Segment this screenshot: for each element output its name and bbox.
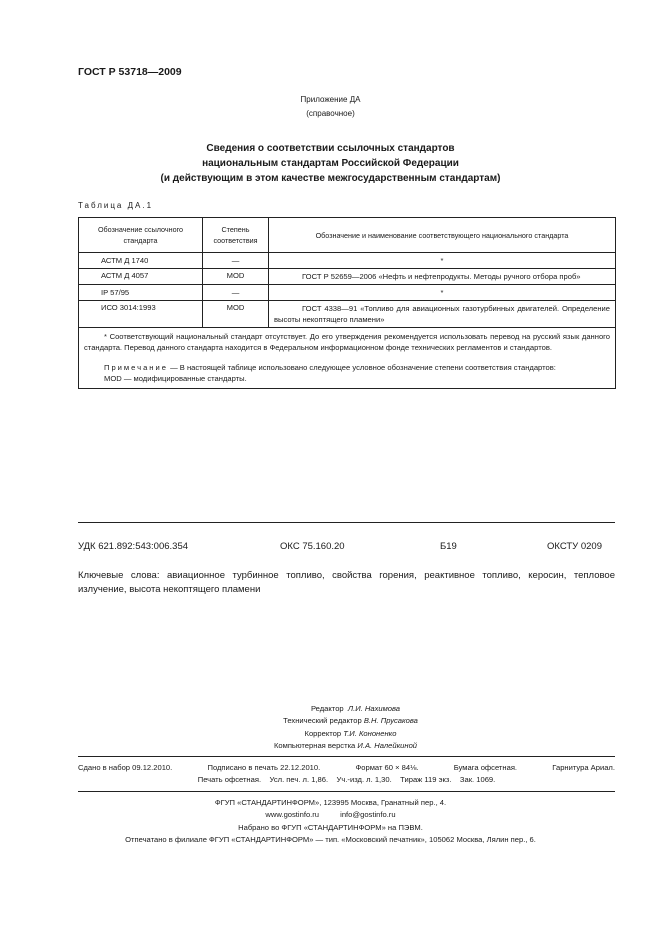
section-title xyxy=(60,141,601,186)
appendix-title: Приложение ДА xyxy=(300,95,361,104)
header-national-standard: Обозначение и наименование соответствующего национального стандарта xyxy=(269,218,616,253)
print-info xyxy=(78,762,615,787)
staff-name: Т.И. Кононенко xyxy=(343,728,397,738)
publisher-typeset: Набрано во ФГУП «СТАНДАРТИНФОРМ» на ПЭВМ. xyxy=(238,822,423,832)
staff-layout xyxy=(0,740,661,752)
publisher-address: ФГУП «СТАНДАРТИНФОРМ», 123995 Москва, Гранатный пер., 4. xyxy=(214,798,447,807)
divider-line xyxy=(78,522,615,523)
print-sent: Сдано в набор 09.12.2010. xyxy=(78,763,173,772)
section-title-line-2: национальным стандартам Российской Федерации xyxy=(202,158,459,169)
staff-proofreader xyxy=(0,728,661,740)
print-signed: Подписано в печать 22.12.2010. xyxy=(207,763,321,772)
cell-national: ГОСТ 4338—91 «Топливо для авиационных газотурбинных двигателей. Определение высоты некоптящего пламени» xyxy=(269,301,616,328)
footnote: * Соответствующий национальный стандарт отсутствует. До его утверждения рекомендуется использовать перевод на русский язык данного стандарта. Перевод данного стандарта находится в Федеральном информационном фонде технических регламентов и стандартов. xyxy=(84,332,610,353)
oks-code: ОКС 75.160.20 xyxy=(280,541,345,552)
staff-name: В.Н. Прусакова xyxy=(363,716,418,726)
staff-editor xyxy=(0,703,661,715)
cell-standard: IP 57/95 xyxy=(79,285,203,301)
print-info-row-2 xyxy=(78,774,615,786)
print-info-top-rule xyxy=(78,756,615,757)
print-order: Зак. 1069. xyxy=(459,775,496,785)
category-code: Б19 xyxy=(440,541,457,552)
print-format: Формат 60 × 84⅛. xyxy=(355,763,419,772)
note-mod: MOD — модифицированные стандарты. xyxy=(104,373,247,383)
print-sheets: Усл. печ. л. 1,86. xyxy=(269,775,329,785)
publisher-info xyxy=(0,797,661,847)
staff-role: Компьютерная верстка xyxy=(273,741,356,751)
publisher-contacts xyxy=(0,809,661,821)
note xyxy=(84,362,610,373)
cell-degree: — xyxy=(203,285,269,301)
print-info-row-1 xyxy=(78,762,615,774)
table-footer-row xyxy=(79,328,616,389)
appendix-subtitle: (справочное) xyxy=(306,109,355,118)
staff-credits xyxy=(0,703,661,753)
publisher-top-rule xyxy=(78,791,615,792)
cell-standard: АСТМ Д 1740 xyxy=(79,253,203,269)
header-degree: Степень соответствия xyxy=(203,218,269,253)
staff-role: Технический редактор xyxy=(283,716,362,726)
print-paper: Бумага офсетная. xyxy=(453,763,518,772)
okstu-code: ОКСТУ 0209 xyxy=(547,541,602,552)
table-header-row xyxy=(79,218,616,253)
staff-name: Л.И. Нахимова xyxy=(347,704,401,713)
section-title-line-1: Сведения о соответствии ссылочных стандартов xyxy=(206,143,455,154)
table-row xyxy=(79,253,616,269)
print-type: Печать офсетная. xyxy=(197,775,262,785)
section-title-line-3: (и действующим в этом качестве межгосударственным стандартам) xyxy=(160,173,501,184)
staff-role: Редактор xyxy=(310,704,344,713)
table-footer xyxy=(79,328,616,389)
cell-standard: АСТМ Д 4057 xyxy=(79,269,203,285)
staff-name: И.А. Налейкиной xyxy=(357,741,418,751)
table-row xyxy=(79,285,616,301)
table-row xyxy=(79,301,616,328)
cell-degree: — xyxy=(203,253,269,269)
publisher-email[interactable]: info@gostinfo.ru xyxy=(340,810,396,820)
conformity-table xyxy=(78,217,616,389)
print-pub-sheets: Уч.-изд. л. 1,30. xyxy=(336,775,392,785)
udk-code: УДК 621.892:543:006.354 xyxy=(78,541,189,552)
document-code: ГОСТ Р 53718—2009 xyxy=(78,66,182,78)
cell-degree: MOD xyxy=(203,269,269,285)
table-label: Таблица ДА.1 xyxy=(78,201,154,210)
publisher-printed: Отпечатано в филиале ФГУП «СТАНДАРТИНФОРМ» — тип. «Московский печатник», 105062 Москва, Лялин пер., 6. xyxy=(125,835,536,845)
cell-national: * xyxy=(269,285,616,301)
staff-tech-editor xyxy=(0,715,661,727)
publisher-website[interactable]: www.gostinfo.ru xyxy=(265,810,320,820)
print-run: Тираж 119 экз. xyxy=(400,775,452,785)
cell-standard: ИСО 3014:1993 xyxy=(79,301,203,328)
note-text: — В настоящей таблице использовано следующее условное обозначение степени соответствия стандартов: xyxy=(167,362,556,372)
table-row xyxy=(79,269,616,285)
cell-degree: MOD xyxy=(203,301,269,328)
cell-national: ГОСТ Р 52659—2006 «Нефть и нефтепродукты. Методы ручного отбора проб» xyxy=(269,269,616,285)
staff-role: Корректор xyxy=(304,728,342,738)
print-font: Гарнитура Ариал. xyxy=(552,763,615,772)
keywords: Ключевые слова: авиационное турбинное топливо, свойства горения, реактивное топливо, керосин, тепловое излучение, высота некоптящего пламени xyxy=(78,570,615,595)
note-label: Примечание xyxy=(104,362,168,372)
cell-national: * xyxy=(269,253,616,269)
header-reference-standard: Обозначение ссылочного стандарта xyxy=(79,218,203,253)
